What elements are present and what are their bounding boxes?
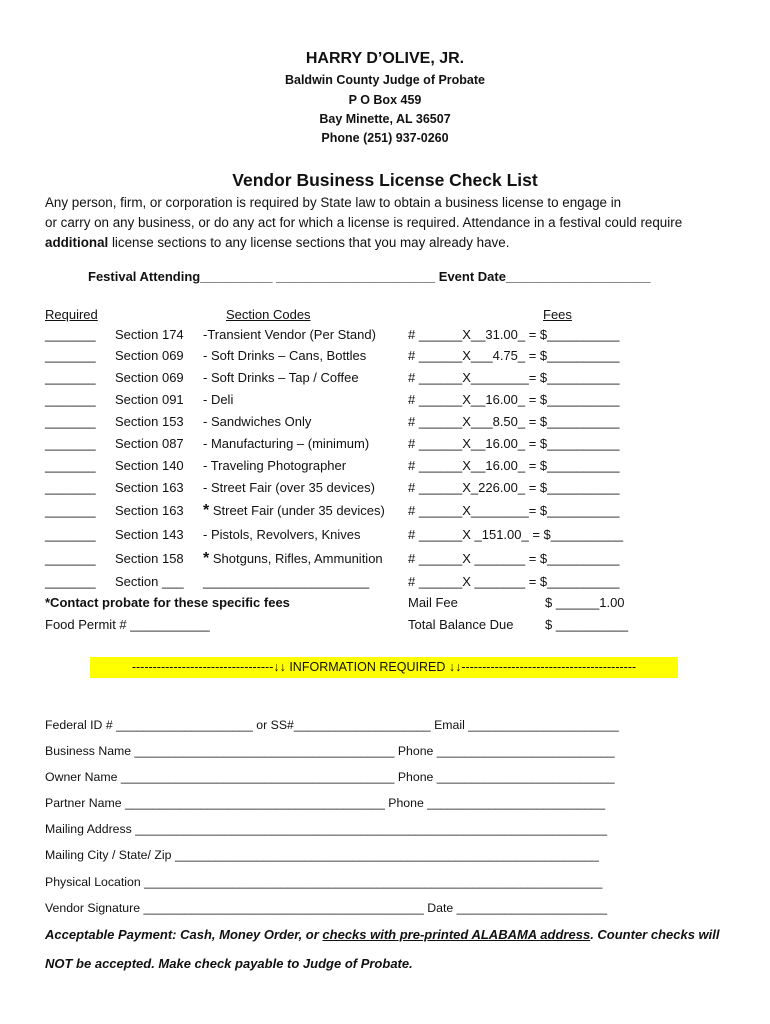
owner-name-phone-field[interactable]: Owner Name ________________________________________ Phone __________________________ [45, 770, 615, 784]
section-description-text: - Soft Drinks – Tap / Coffee [203, 370, 359, 385]
intro-line-1: Any person, firm, or corporation is required by State law to obtain a business license to engage in [45, 195, 622, 210]
section-description-text: -Transient Vendor (Per Stand) [203, 327, 376, 342]
payment-note-line-1 [45, 927, 720, 942]
required-checkbox-line[interactable]: _______ [45, 503, 96, 518]
license-section-row [0, 348, 770, 368]
section-number: Section 069 [115, 370, 184, 385]
section-number: Section 163 [115, 503, 184, 518]
section-description [203, 480, 375, 495]
intro-line-2: or carry on any business, or do any act for which a license is required. Attendance in a festival could require [45, 215, 683, 230]
section-number: Section 087 [115, 436, 184, 451]
section-description [203, 574, 369, 589]
federal-id-ss-email-field[interactable]: Federal ID # ____________________ or SS#____________________ Email ______________________ [45, 718, 619, 732]
information-required-banner: ----------------------------------↓↓ INFORMATION REQUIRED ↓↓------------------------------------------ [90, 657, 678, 678]
fee-calculation[interactable]: # ______X__16.00_ = $__________ [408, 458, 620, 473]
contact-probate-note: *Contact probate for these specific fees [45, 595, 290, 610]
section-number: Section ___ [115, 574, 184, 589]
document-title: Vendor Business License Check List [232, 170, 538, 190]
license-section-row [0, 436, 770, 456]
festival-event-line[interactable]: Festival Attending__________ ______________________ Event Date____________________ [88, 269, 651, 284]
payment-methods-text: Acceptable Payment: Cash, Money Order, or [45, 927, 323, 942]
section-number: Section 091 [115, 392, 184, 407]
section-number: Section 158 [115, 551, 184, 566]
section-description-text: - Pistols, Revolvers, Knives [203, 527, 361, 542]
section-description-text: - Street Fair (over 35 devices) [203, 480, 375, 495]
intro-line-3-rest: license sections to any license sections that you may already have. [108, 235, 510, 250]
section-number: Section 153 [115, 414, 184, 429]
mailing-city-state-zip-field[interactable]: Mailing City / State/ Zip ______________________________________________________________ [45, 848, 599, 862]
fee-calculation[interactable]: # ______X _______ = $__________ [408, 551, 620, 566]
section-description-text: - Deli [203, 392, 234, 407]
partner-name-phone-field[interactable]: Partner Name ______________________________________ Phone __________________________ [45, 796, 606, 810]
section-description [203, 348, 366, 363]
counter-checks-text: . Counter checks will [590, 927, 720, 942]
license-section-row [0, 574, 770, 594]
section-number: Section 174 [115, 327, 184, 342]
fee-calculation[interactable]: # ______X_226.00_ = $__________ [408, 480, 620, 495]
office-title: Baldwin County Judge of Probate [284, 73, 485, 87]
section-number: Section 163 [115, 480, 184, 495]
section-description-text: - Manufacturing – (minimum) [203, 436, 370, 451]
license-section-row [0, 327, 770, 347]
license-section-row [0, 370, 770, 390]
section-description-text: Street Fair (under 35 devices) [209, 503, 385, 518]
intro-bold-word: additional [45, 235, 109, 250]
fee-calculation[interactable]: # ______X _______ = $__________ [408, 574, 620, 589]
section-description [203, 527, 361, 542]
fee-calculation[interactable]: # ______X__31.00_ = $__________ [408, 327, 620, 342]
required-checkbox-line[interactable]: _______ [45, 551, 96, 566]
vendor-signature-date-field[interactable]: Vendor Signature _________________________________________ Date ______________________ [45, 901, 608, 915]
food-permit-field[interactable]: Food Permit # ___________ [45, 617, 210, 632]
fee-calculation[interactable]: # ______X___8.50_ = $__________ [408, 414, 620, 429]
payment-note-line-2: NOT be accepted. Make check payable to Judge of Probate. [45, 956, 413, 971]
fee-calculation[interactable]: # ______X___4.75_ = $__________ [408, 348, 620, 363]
office-city: Bay Minette, AL 36507 [319, 112, 451, 126]
fees-column-header: Fees [543, 307, 572, 322]
required-checkbox-line[interactable]: _______ [45, 436, 96, 451]
fee-calculation[interactable]: # ______X________= $__________ [408, 503, 620, 518]
alabama-address-requirement: checks with pre-printed ALABAMA address [322, 927, 591, 942]
license-section-row [0, 503, 770, 523]
section-description [203, 414, 311, 429]
physical-location-field[interactable]: Physical Location ___________________________________________________________________ [45, 875, 603, 889]
required-checkbox-line[interactable]: _______ [45, 392, 96, 407]
section-description-text: - Traveling Photographer [203, 458, 347, 473]
license-section-row [0, 458, 770, 478]
license-section-row [0, 392, 770, 412]
intro-line-3 [45, 233, 745, 253]
required-checkbox-line[interactable]: _______ [45, 348, 96, 363]
business-name-phone-field[interactable]: Business Name ______________________________________ Phone __________________________ [45, 744, 615, 758]
section-description [203, 370, 359, 385]
section-codes-column-header: Section Codes [226, 307, 311, 322]
total-balance-field[interactable]: $ __________ [545, 617, 629, 632]
mailing-address-field[interactable]: Mailing Address _____________________________________________________________________ [45, 822, 608, 836]
contact-probate-asterisk: * [203, 502, 210, 519]
fee-calculation[interactable]: # ______X__16.00_ = $__________ [408, 436, 620, 451]
mail-fee-label: Mail Fee [408, 595, 458, 610]
required-checkbox-line[interactable]: _______ [45, 370, 96, 385]
required-checkbox-line[interactable]: _______ [45, 458, 96, 473]
required-checkbox-line[interactable]: _______ [45, 414, 96, 429]
section-description-text: _______________________ [203, 574, 370, 589]
office-phone: Phone (251) 937-0260 [321, 131, 449, 145]
mail-fee-value: $ ______1.00 [545, 595, 625, 610]
license-section-row [0, 551, 770, 571]
section-description [203, 503, 385, 518]
section-description [203, 436, 369, 451]
section-description-text: - Sandwiches Only [203, 414, 312, 429]
fee-calculation[interactable]: # ______X__16.00_ = $__________ [408, 392, 620, 407]
license-section-row [0, 527, 770, 547]
office-holder-name: HARRY D’OLIVE, JR. [305, 50, 465, 67]
section-description [203, 327, 376, 342]
office-po-box: P O Box 459 [348, 93, 422, 107]
fee-calculation[interactable]: # ______X _151.00_ = $__________ [408, 527, 624, 542]
required-checkbox-line[interactable]: _______ [45, 527, 96, 542]
fee-calculation[interactable]: # ______X________= $__________ [408, 370, 620, 385]
section-number: Section 143 [115, 527, 184, 542]
section-description [203, 551, 383, 566]
section-description-text: - Soft Drinks – Cans, Bottles [203, 348, 367, 363]
section-description [203, 392, 233, 407]
section-number: Section 069 [115, 348, 184, 363]
section-description [203, 458, 346, 473]
license-section-row [0, 414, 770, 434]
required-checkbox-line[interactable]: _______ [45, 480, 96, 495]
license-section-row [0, 480, 770, 500]
section-description-text: Shotguns, Rifles, Ammunition [209, 551, 383, 566]
total-balance-label: Total Balance Due [408, 617, 514, 632]
section-number: Section 140 [115, 458, 184, 473]
required-column-header: Required [45, 307, 98, 322]
contact-probate-asterisk: * [203, 550, 210, 567]
required-checkbox-line[interactable]: _______ [45, 574, 96, 589]
required-checkbox-line[interactable]: _______ [45, 327, 96, 342]
intro-paragraph [45, 193, 745, 253]
